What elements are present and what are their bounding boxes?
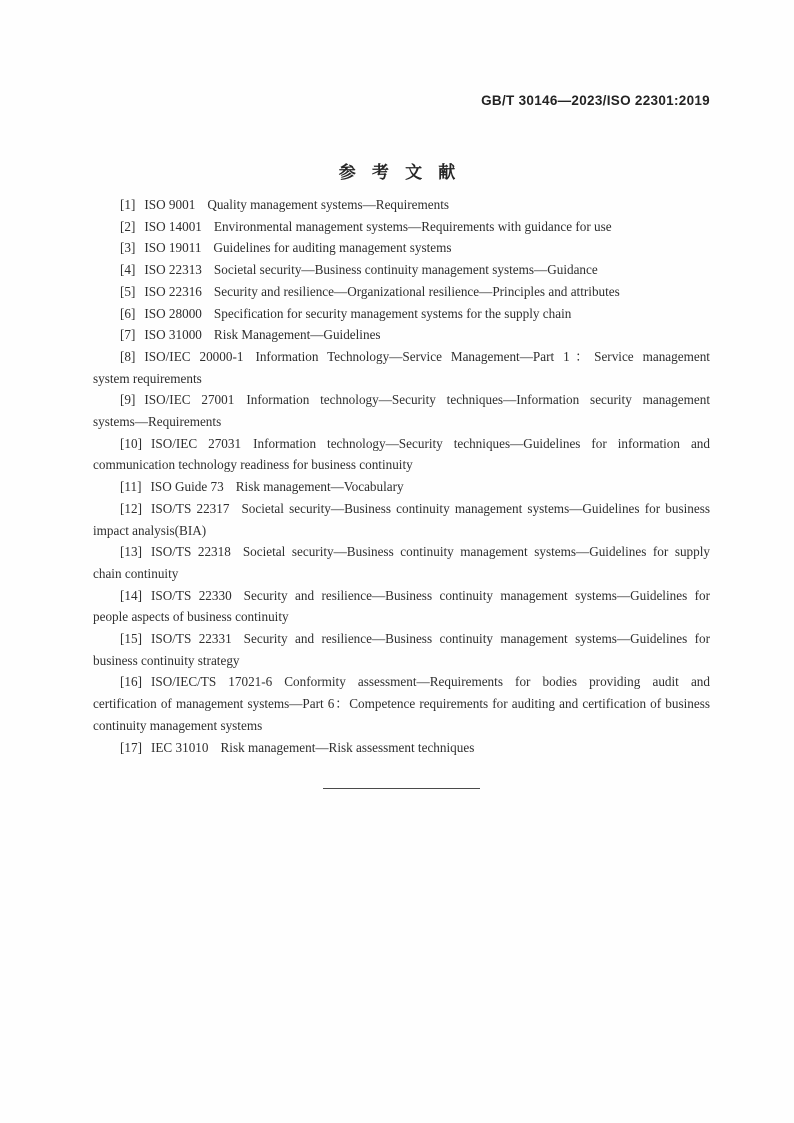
reference-label: [15] xyxy=(120,631,142,647)
reference-entry xyxy=(93,237,710,259)
reference-title: Societal security—Business continuity management systems—Guidance xyxy=(213,262,598,278)
reference-entry xyxy=(93,585,710,628)
reference-entry xyxy=(93,476,710,498)
reference-title: Information Technology—Service Management—Part 1：Service management system requirements xyxy=(93,348,710,386)
reference-entry xyxy=(93,671,710,736)
reference-entry xyxy=(93,303,710,325)
reference-code: IEC 31010 xyxy=(150,739,209,755)
reference-title: Security and resilience—Organizational resilience—Principles and attributes xyxy=(213,283,620,299)
reference-title: Environmental management systems—Requirements with guidance for use xyxy=(213,218,612,234)
reference-code: ISO 14001 xyxy=(144,218,202,234)
reference-entry xyxy=(93,389,710,432)
reference-title: Specification for security management systems for the supply chain xyxy=(213,305,572,321)
reference-code: ISO/IEC/TS 17021-6 xyxy=(150,674,273,690)
reference-entry xyxy=(93,281,710,303)
reference-entry xyxy=(93,194,710,216)
reference-entry xyxy=(93,737,710,759)
reference-title: Security and resilience—Business continuity management systems—Guidelines for people aspects of business continuity xyxy=(93,587,710,625)
reference-label: [6] xyxy=(120,305,136,321)
reference-entry xyxy=(93,498,710,541)
reference-label: [3] xyxy=(120,240,136,256)
reference-entry xyxy=(93,541,710,584)
reference-label: [13] xyxy=(120,544,142,560)
reference-entry xyxy=(93,216,710,238)
reference-code: ISO 31000 xyxy=(144,327,202,343)
reference-code: ISO 9001 xyxy=(144,197,196,212)
reference-label: [5] xyxy=(120,283,136,299)
reference-title: Conformity assessment—Requirements for bodies providing audit and certification of management systems—Part 6：Competence requirements for auditing and certification of business continuity management systems xyxy=(93,674,710,733)
reference-code: ISO/IEC 20000-1 xyxy=(144,348,244,364)
reference-title: Information technology—Security techniques—Guidelines for information and communication technology readiness for business continuity xyxy=(93,435,710,473)
page-title: 参考文献 xyxy=(338,163,472,182)
reference-entry xyxy=(93,433,710,476)
reference-title: Risk management—Risk assessment techniques xyxy=(220,739,475,755)
reference-title: Societal security—Business continuity management systems—Guidelines for supply chain continuity xyxy=(93,544,710,581)
reference-label: [14] xyxy=(120,587,142,603)
reference-label: [7] xyxy=(120,327,136,343)
reference-title: Security and resilience—Business continuity management systems—Guidelines for business continuity strategy xyxy=(93,631,710,668)
reference-code: ISO/TS 22330 xyxy=(150,587,232,603)
reference-code: ISO 22313 xyxy=(144,262,202,278)
reference-code: ISO 22316 xyxy=(144,283,202,299)
reference-code: ISO 28000 xyxy=(144,305,202,321)
reference-label: [8] xyxy=(120,348,136,364)
reference-title: Societal security—Business continuity management systems—Guidelines for business impact analysis(BIA) xyxy=(93,500,710,538)
reference-label: [17] xyxy=(120,739,142,755)
reference-code: ISO/TS 22331 xyxy=(150,631,232,647)
reference-label: [11] xyxy=(120,479,142,495)
reference-entry xyxy=(93,259,710,281)
reference-title: Risk Management—Guidelines xyxy=(213,327,381,343)
reference-code: ISO/IEC 27031 xyxy=(150,435,242,451)
reference-code: ISO Guide 73 xyxy=(150,479,224,495)
reference-title: Risk management—Vocabulary xyxy=(235,479,404,495)
reference-entry xyxy=(93,346,710,389)
reference-code: ISO/IEC 27001 xyxy=(144,392,235,408)
reference-title: Guidelines for auditing management systems xyxy=(213,240,452,256)
reference-title: Quality management systems—Requirements xyxy=(207,197,450,212)
reference-list xyxy=(93,194,710,758)
reference-label: [4] xyxy=(120,262,136,278)
reference-label: [12] xyxy=(120,500,142,516)
reference-title: Information technology—Security techniques—Information security management systems—Requirements xyxy=(93,392,710,430)
reference-entry xyxy=(93,324,710,346)
reference-label: [1] xyxy=(120,197,136,212)
reference-entry xyxy=(93,628,710,671)
reference-code: ISO/TS 22317 xyxy=(150,500,230,516)
end-of-document-divider xyxy=(323,788,480,789)
reference-code: ISO 19011 xyxy=(144,240,202,256)
reference-label: [2] xyxy=(120,218,136,234)
reference-label: [9] xyxy=(120,392,136,408)
reference-label: [16] xyxy=(120,674,142,690)
reference-code: ISO/TS 22318 xyxy=(150,544,231,560)
standard-number-header: GB/T 30146—2023/ISO 22301:2019 xyxy=(481,93,710,108)
reference-label: [10] xyxy=(120,435,142,451)
